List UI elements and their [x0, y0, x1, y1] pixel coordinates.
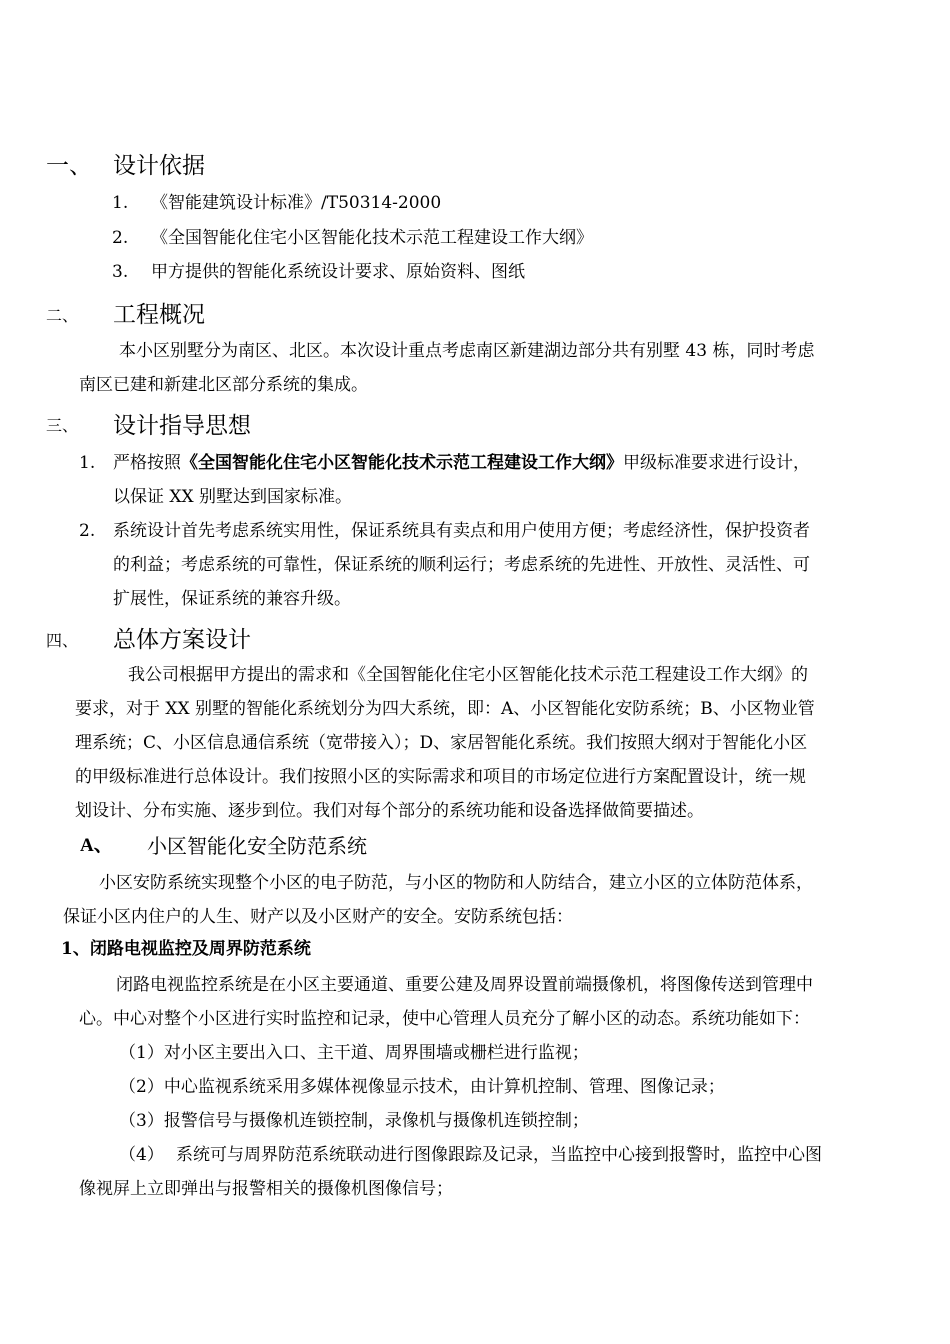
bold-reference: 《全国智能化住宅小区智能化技术示范工程建设工作大纲》 [181, 453, 623, 473]
function-item: 系统可与周界防范系统联动进行图像跟踪及记录，当监控中心接到报警时，监控中心图 [176, 1145, 822, 1165]
section-4-number: 四、 [46, 631, 79, 650]
list-item-text-pre: 严格按照 [113, 453, 181, 473]
paragraph-line: 的甲级标准进行总体设计。我们按照小区的实际需求和项目的市场定位进行方案配置设计，统一规 [75, 767, 806, 787]
paragraph-line: 保证小区内住户的人生、财产以及小区财产的安全。安防系统包括： [63, 907, 573, 927]
list-item-text: 系统设计首先考虑系统实用性，保证系统具有卖点和用户使用方便；考虑经济性，保护投资者 [113, 521, 810, 541]
section-1-number: 一、 [46, 153, 92, 179]
function-item: （2）中心监视系统采用多媒体视像显示技术，由计算机控制、管理、图像记录； [119, 1077, 725, 1097]
paragraph-line: 心。中心对整个小区进行实时监控和记录，使中心管理人员充分了解小区的动态。系统功能如下： [79, 1009, 810, 1029]
paragraph-line: 本小区别墅分为南区、北区。本次设计重点考虑南区新建湖边部分共有别墅 43 栋，同时考虑 [119, 341, 815, 361]
list-item-text: 甲方提供的智能化系统设计要求、原始资料、图纸 [151, 262, 525, 282]
function-item: 像视屏上立即弹出与报警相关的摄像机图像信号； [79, 1179, 453, 1199]
section-1-title: 设计依据 [113, 153, 205, 179]
list-item-text: 《全国智能化住宅小区智能化技术示范工程建设工作大纲》 [151, 228, 593, 248]
list-item-text: 《智能建筑设计标准》/T50314-2000 [151, 193, 442, 213]
subsection-a-title: 小区智能化安全防范系统 [147, 834, 367, 858]
section-4-title: 总体方案设计 [113, 627, 251, 653]
paragraph-line: 闭路电视监控系统是在小区主要通道、重要公建及周界设置前端摄像机，将图像传送到管理中 [116, 975, 813, 995]
paragraph-line: 理系统；C、小区信息通信系统（宽带接入）；D、家居智能化系统。我们按照大纲对于智能化小区 [75, 733, 808, 753]
paragraph-line: 我公司根据甲方提出的需求和《全国智能化住宅小区智能化技术示范工程建设工作大纲》的 [128, 665, 808, 685]
section-2-title: 工程概况 [113, 302, 205, 328]
function-item-number: （4） [119, 1145, 164, 1165]
section-2-number: 二、 [46, 306, 79, 325]
list-item-number: 1. [79, 453, 96, 473]
section-3-number: 三、 [46, 416, 79, 435]
list-item-text-post: 甲级标准要求进行设计， [623, 453, 810, 473]
paragraph-line: 要求，对于 XX 别墅的智能化系统划分为四大系统，即：A、小区智能化安防系统；B、小区物业管 [75, 699, 815, 719]
section-3-title: 设计指导思想 [113, 413, 251, 439]
list-item-text: 扩展性，保证系统的兼容升级。 [113, 589, 351, 609]
list-item-number: 2. [79, 521, 96, 541]
cctv-heading: 1、闭路电视监控及周界防范系统 [61, 939, 311, 959]
paragraph-line: 南区已建和新建北区部分系统的集成。 [79, 375, 368, 395]
subsection-a-number: A、 [80, 835, 113, 856]
list-item-text [113, 446, 810, 480]
list-item-number: 2. [112, 228, 129, 248]
list-item-text: 以保证 XX 别墅达到国家标准。 [113, 487, 353, 507]
function-item: （1）对小区主要出入口、主干道、周界围墙或栅栏进行监视； [119, 1043, 589, 1063]
paragraph-line: 划设计、分布实施、逐步到位。我们对每个部分的系统功能和设备选择做简要描述。 [75, 801, 704, 821]
paragraph-line: 小区安防系统实现整个小区的电子防范，与小区的物防和人防结合，建立小区的立体防范体系， [99, 873, 813, 893]
list-item-number: 1. [112, 193, 129, 213]
function-item: （3）报警信号与摄像机连锁控制，录像机与摄像机连锁控制； [119, 1111, 589, 1131]
list-item-number: 3. [112, 262, 129, 282]
list-item-text: 的利益；考虑系统的可靠性，保证系统的顺利运行；考虑系统的先进性、开放性、灵活性、可 [113, 555, 810, 575]
